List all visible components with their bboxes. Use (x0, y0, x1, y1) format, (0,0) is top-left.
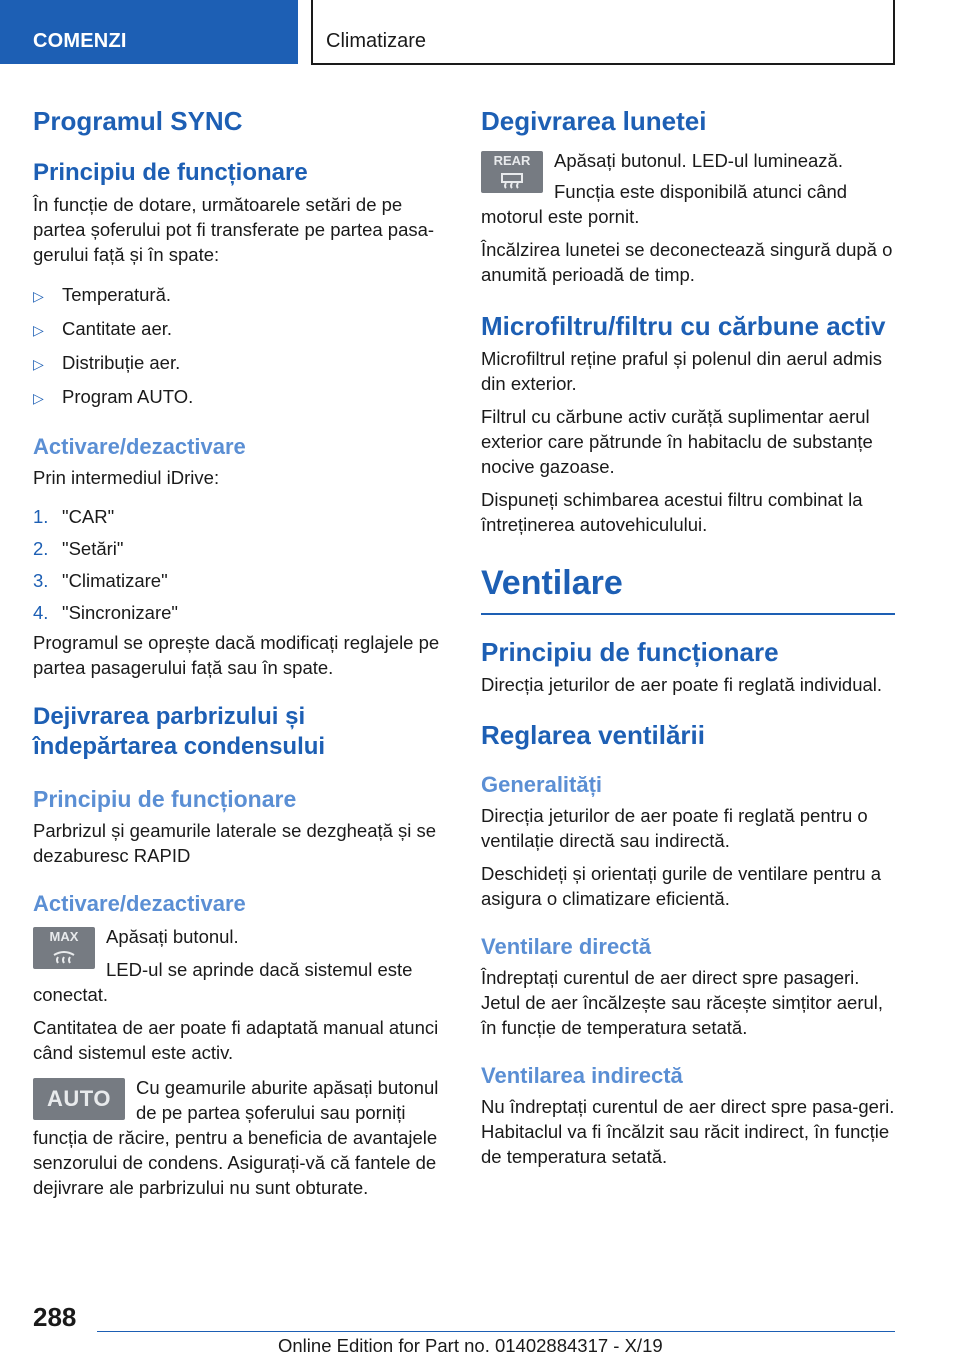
list-item: 4. "Sincronizare" (33, 602, 178, 623)
general-text-1: Direcția jeturilor de aer poate fi reglată pentru o ventilație directă sau indirectă. (481, 805, 868, 851)
filter-text-3: Dispuneți schimbarea acestui filtru combinat la întreținerea autovehiculului. (481, 489, 863, 535)
sync-principle-title: Principiu de funcționare (33, 159, 308, 186)
rear-defrost-block (481, 148, 895, 229)
direct-text: Îndreptați curentul de aer direct spre pasageri. Jetul de aer încălzește sau răcește simțitor aerul, în funcție de temperatura setată. (481, 967, 884, 1038)
rear-text-2: Funcția este disponibilă atunci când motorul este pornit. (481, 181, 848, 227)
list-item: 2. "Setări" (33, 538, 124, 559)
list-item: ▷ Program AUTO. (33, 384, 447, 411)
chapter-title: Climatizare (311, 0, 895, 65)
vent-title: Ventilare (481, 564, 623, 602)
activ-intro: Prin intermediul iDrive: (33, 467, 220, 488)
filter-text-1: Microfiltrul reține praful și polenul din aerul admis din exterior. (481, 348, 883, 394)
sync-list (33, 282, 447, 411)
defrost-activ-title: Activare/dezactivare (33, 891, 246, 916)
general-title: Generalități (481, 772, 603, 797)
max-air-text: Cantitatea de aer poate fi adaptată manual atunci când sistemul este activ. (33, 1017, 439, 1063)
rear-title: Degivrarea lunetei (481, 106, 707, 136)
section-divider (481, 613, 895, 615)
max-defrost-button-icon: MAX (33, 927, 95, 969)
vent-principle-text: Direcția jeturilor de aer poate fi reglată individual. (481, 674, 883, 695)
vent-adjust-title: Reglarea ventilării (481, 720, 705, 750)
steps-list (33, 504, 447, 625)
list-item: ▷ Temperatură. (33, 282, 447, 309)
max-defrost-block (33, 924, 447, 1007)
rear-defrost-waves-icon (500, 171, 524, 189)
left-column (33, 100, 447, 1200)
filter-title: Microfiltru/filtru cu cărbune activ (481, 311, 886, 341)
auto-button-icon: AUTO (33, 1078, 125, 1120)
footer-divider (97, 1331, 895, 1332)
direct-title: Ventilare directă (481, 934, 651, 959)
vent-principle-title: Principiu de funcționare (481, 637, 779, 667)
list-item: 3. "Climatizare" (33, 570, 168, 591)
defrost-principle-text: Parbrizul și geamurile laterale se dezgheață și se dezaburesc RAPID (33, 820, 437, 866)
max-text-1: Apăsați butonul. (106, 926, 239, 947)
activ-title: Activare/dezactivare (33, 434, 246, 459)
rear-text-1: Apăsați butonul. LED-ul luminează. (554, 150, 843, 171)
indirect-title: Ventilarea indirectă (481, 1063, 683, 1088)
list-item: 1. "CAR" (33, 506, 115, 527)
activ-note: Programul se oprește dacă modificați reglajele pe partea pasagerului față sau în spate. (33, 632, 440, 678)
right-column (481, 100, 895, 1169)
sync-principle-text: În funcție de dotare, următoarele setări de pe partea șoferului pot fi transferate pe partea pasa-gerului față și în spate: (33, 194, 435, 265)
auto-block (33, 1075, 447, 1200)
triangle-bullet-icon: ▷ (33, 322, 44, 338)
triangle-bullet-icon: ▷ (33, 288, 44, 304)
triangle-bullet-icon: ▷ (33, 390, 44, 406)
filter-text-2: Filtrul cu cărbune activ curăță suplimentar aerul exterior care pătrunde în habitaclu de substanțe nocive gazoase. (481, 406, 873, 477)
edition-info: Online Edition for Part no. 01402884317 - X/19 (278, 1335, 663, 1356)
defrost-waves-icon (52, 947, 76, 965)
indirect-text: Nu îndreptați curentul de aer direct spre pasa-geri. Habitaclul va fi încălzit sau răcit indirect, în funcție de temperatura setată. (481, 1096, 895, 1167)
max-text-2: LED-ul se aprinde dacă sistemul este conectat. (33, 959, 413, 1005)
sync-title: Programul SYNC (33, 106, 243, 136)
list-item: ▷ Cantitate aer. (33, 316, 447, 343)
list-item: ▷ Distribuție aer. (33, 350, 447, 377)
defrost-principle-title: Principiu de funcționare (33, 786, 297, 812)
section-tab: COMENZI (0, 0, 298, 64)
rear-defrost-button-icon: REAR (481, 151, 543, 193)
triangle-bullet-icon: ▷ (33, 356, 44, 372)
page-number: 288 (33, 1302, 77, 1332)
defrost-title: Dejivrarea parbrizului și îndepărtarea condensului (33, 703, 326, 760)
rear-text-3: Încălzirea lunetei se deconectează singură după o anumită perioadă de timp. (481, 239, 893, 285)
general-text-2: Deschideți și orientați gurile de ventilare pentru a asigura o climatizare eficientă. (481, 863, 882, 909)
auto-text: Cu geamurile aburite apăsați butonul de pe partea șoferului sau porniți funcția de răcire, pentru a beneficia de avantajele senzorului de condens. Asigurați-vă că fantele de dejivrare ale parbrizului nu sunt obturate. (33, 1077, 439, 1198)
